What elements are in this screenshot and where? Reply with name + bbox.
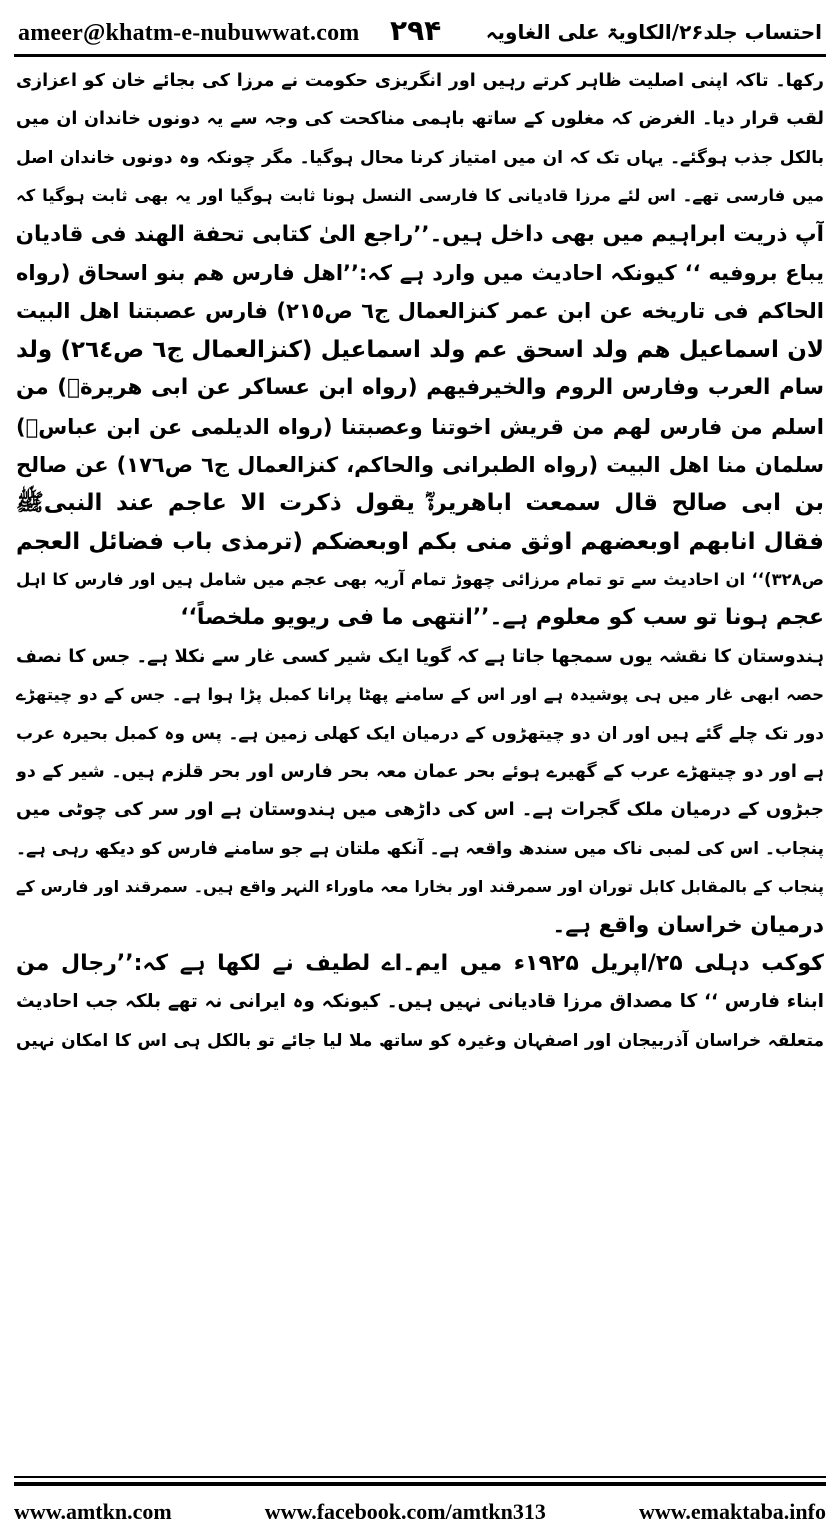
text-line: پنجاب کے بالمقابل کابل توران اور سمرقند اور بخارا معہ ماوراء النہر واقع ہیں۔ سمرقند اور فارس کے (16, 877, 824, 897)
page-number: ۲۹۴ (390, 14, 442, 47)
text-line: متعلقہ خراسان آذربیجان اور اصفہان وغیرہ کو ساتھ ملا لیا جائے تو بالکل ہی اس کا امکان نہیں (16, 1030, 824, 1051)
footer-link-emaktaba[interactable]: www.emaktaba.info (638, 1499, 826, 1524)
text-line: بالکل جذب ہوگئے۔ یہاں تک کہ ان میں امتیاز کرنا محال ہوگیا۔ مگر چونکہ وہ دونوں خاندان اصل (16, 147, 824, 168)
text-line: سلمان منا اهل البیت (رواه الطبرانی والحاکم، کنزالعمال ج٦ ص١٧٦) عن صالح (16, 452, 824, 477)
text-line: کوکب دہلی ۲۵/اپریل ۱۹۲۵ء میں ایم۔اے لطیف نے لکھا ہے کہ:’’رجال من (16, 950, 824, 976)
text-line: حصہ ابھی غار میں ہی پوشیدہ ہے اور اس کے سامنے پھٹا پرانا کمبل پڑا ہوا ہے۔ جس کے دو چیتھڑے (16, 685, 824, 705)
text-line: دور تک چلے گئے ہیں اور ان دو چیتھڑوں کے درمیان ایک کھلی زمین ہے۔ پس وہ کمبل بحیرہ عرب (16, 723, 824, 744)
text-line: لقب قرار دیا۔ الغرض کہ مغلوں کے ساتھ باہمی مناکحت کی وجہ سے یہ دونوں خاندان ان میں (16, 109, 824, 130)
text-line: میں فارسی تھے۔ اس لئے مرزا قادیانی کا فارسی النسل ہونا ثابت ہوگیا اور یہ بھی ثابت ہوگیا کہ (16, 186, 824, 206)
text-line: آپ ذریت ابراہیم میں بھی داخل ہیں۔’’راجع الیٰ کتابی تحفة الهند فی قادیان (16, 221, 824, 247)
text-line: سام العرب وفارس الروم والخیرفیهم (رواه ابن عساکر عن ابی هریرةؓ) من (16, 375, 824, 401)
text-line: بن ابی صالح قال سمعت اباهریرةؓ یقول ذکرت الا عاجم عند النبیﷺ (16, 490, 824, 517)
text-line: ص٣٢٨)‘‘ ان احادیث سے تو تمام مرزائی چھوڑ تمام آریہ بھی عجم میں شامل ہیں اور فارس کا اہل (16, 570, 824, 590)
page-header (14, 10, 826, 52)
text-line: الحاکم فی تاریخه عن ابن عمر کنزالعمال ج٦ ص٢١٥) فارس عصبتنا اهل البیت (16, 299, 824, 324)
book-title: احتساب جلد۲۶/الکاویۃ علی الغاویہ (485, 20, 822, 44)
text-line: درمیان خراسان واقع ہے۔ (552, 912, 824, 938)
text-line: ابناء فارس ‘‘ کا مصداق مرزا قادیانی نہیں ہیں۔ کیونکہ وہ ایرانی نہ تھے بلکہ جب احادیث (16, 991, 824, 1013)
footer-divider-thick (14, 1482, 826, 1486)
text-line: ہندوستان کا نقشہ یوں سمجھا جاتا ہے کہ گویا ایک شیر کسی غار سے نکلا ہے۔ جس کا نصف (16, 645, 824, 667)
page-footer (14, 1494, 826, 1530)
header-email: ameer@khatm-e-nubuwwat.com (18, 20, 360, 46)
text-line: لان اسماعیل هم ولد اسحق عم ولد اسماعیل (کنزالعمال ج٦ ص٢٦٤) ولد (16, 336, 824, 363)
header-divider (14, 54, 826, 57)
footer-link-facebook[interactable]: www.facebook.com/amtkn313 (264, 1499, 546, 1524)
text-line: ہے اور دو چیتھڑے عرب کے گھیرے ہوئے بحر عمان معہ بحر فارس اور بحر قلزم ہیں۔ شیر کے دو (16, 762, 824, 783)
text-line: یباع بروفیه ‘‘ کیونکہ احادیث میں وارد ہے کہ:’’اهل فارس هم بنو اسحاق (رواه (16, 260, 824, 285)
footer-link-site[interactable]: www.amtkn.com (14, 1499, 172, 1524)
text-line: عجم ہونا تو سب کو معلوم ہے۔’’انتهی ما فی ریویو ملخصاً‘‘ (180, 605, 824, 631)
text-line: جبڑوں کے درمیان ملک گجرات ہے۔ اس کی داڑھی میں ہندوستان ہے اور سر کی چوٹی میں (16, 799, 824, 821)
text-line: رکھا۔ تاکہ اپنی اصلیت ظاہر کرتے رہیں اور انگریزی حکومت نے مرزا کی بجائے خان کو اعزازی (16, 71, 824, 91)
text-line: اسلم من فارس لهم من قریش اخوتنا وعصبتنا (رواه الدیلمی عن ابن عباسؓ) (16, 414, 824, 439)
footer-divider (14, 1476, 826, 1478)
page-body (16, 62, 824, 1460)
text-line: پنجاب۔ اس کی لمبی ناک میں سندھ واقعہ ہے۔ آنکھ ملتان ہے جو سامنے فارس کو دیکھ رہی ہے۔ (16, 838, 824, 859)
text-line: فقال انابهم اوبعضهم اوثق منی بکم اوبعضکم (ترمذی باب فضائل العجم (16, 528, 824, 555)
